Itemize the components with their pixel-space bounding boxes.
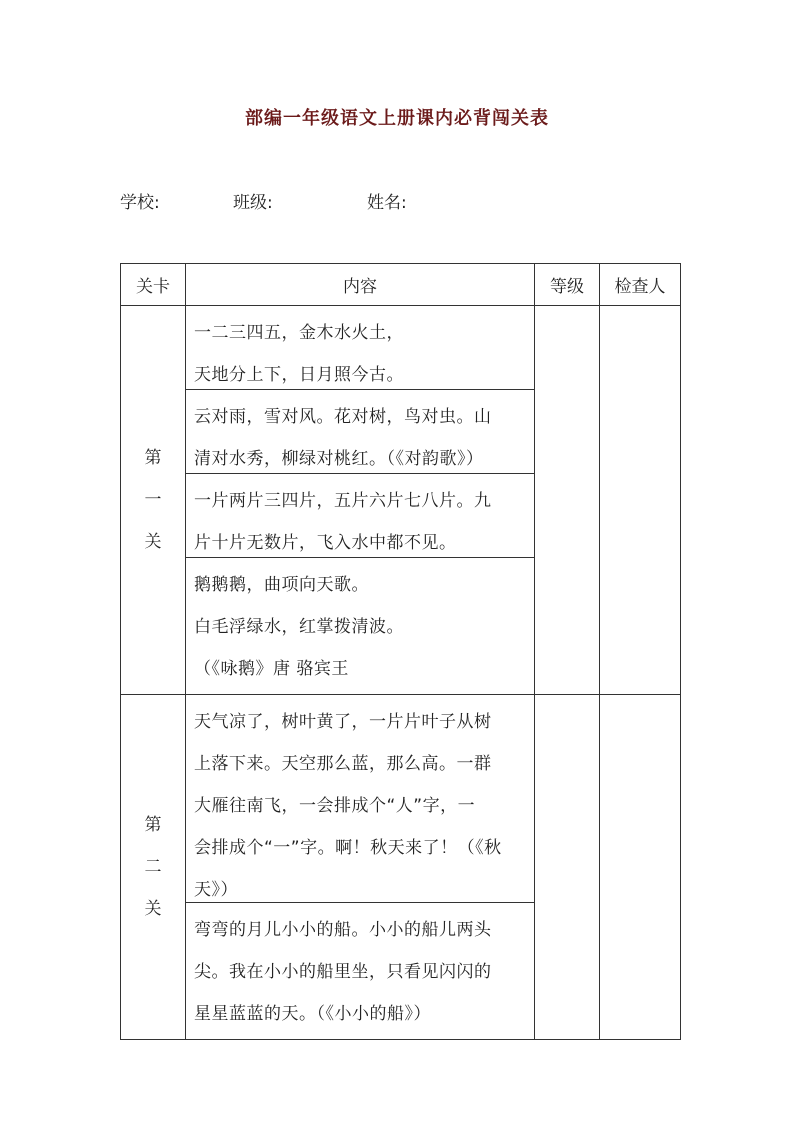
stage-cell xyxy=(121,306,186,695)
content-block xyxy=(186,306,534,390)
content-block xyxy=(186,558,534,694)
content-block xyxy=(186,903,534,1039)
content-line: 白毛浮绿水，红掌拨清波。 xyxy=(194,617,404,637)
content-line: 云对雨，雪对风。花对树，鸟对虫。山 xyxy=(194,407,492,427)
checklist-table xyxy=(120,263,681,1040)
header-checker: 检查人 xyxy=(600,264,681,306)
content-block xyxy=(186,474,534,558)
content-block xyxy=(186,695,534,903)
content-cell xyxy=(186,695,535,1040)
content-cell xyxy=(186,306,535,695)
content-line: 天》） xyxy=(194,880,238,900)
content-line: 上落下来。天空那么蓝，那么高。一群 xyxy=(194,754,492,774)
table-row xyxy=(121,306,681,695)
checker-cell[interactable] xyxy=(600,306,681,695)
header-grade: 等级 xyxy=(535,264,600,306)
grade-cell[interactable] xyxy=(535,306,600,695)
content-line: 星星蓝蓝的天。（《小小的船》） xyxy=(194,1004,431,1024)
content-line: （《咏鹅》唐 骆宾王 xyxy=(194,659,349,679)
content-line: 一片两片三四片，五片六片七八片。九 xyxy=(194,491,492,511)
stage-label: 第一关 xyxy=(144,448,162,552)
name-label: 姓名: xyxy=(367,193,407,213)
header-stage: 关卡 xyxy=(121,264,186,306)
header-content: 内容 xyxy=(186,264,535,306)
stage-cell xyxy=(121,695,186,1040)
stage-label: 第二关 xyxy=(144,815,162,919)
content-line: 弯弯的月儿小小的船。小小的船儿两头 xyxy=(194,920,492,940)
content-block xyxy=(186,390,534,474)
content-line: 片十片无数片，飞入水中都不见。 xyxy=(194,533,457,553)
school-label: 学校: xyxy=(120,193,160,213)
table-header-row xyxy=(121,264,681,306)
content-line: 天地分上下，日月照今古。 xyxy=(194,365,404,385)
content-line: 清对水秀，柳绿对桃红。（《对韵歌》） xyxy=(194,449,484,469)
content-line: 大雁往南飞，一会排成个“人”字，一 xyxy=(194,796,476,816)
checker-cell[interactable] xyxy=(600,695,681,1040)
table-row xyxy=(121,695,681,1040)
content-line: 尖。我在小小的船里坐，只看见闪闪的 xyxy=(194,962,492,982)
content-line: 鹅鹅鹅，曲项向天歌。 xyxy=(194,575,369,595)
content-line: 天气凉了，树叶黄了，一片片叶子从树 xyxy=(194,712,492,732)
content-line: 会排成个“一”字。啊！秋天来了！（《秋 xyxy=(194,838,502,858)
page-title: 部编一年级语文上册课内必背闯关表 xyxy=(245,108,549,129)
grade-cell[interactable] xyxy=(535,695,600,1040)
content-line: 一二三四五，金木水火土， xyxy=(194,323,404,343)
class-label: 班级: xyxy=(233,193,273,213)
